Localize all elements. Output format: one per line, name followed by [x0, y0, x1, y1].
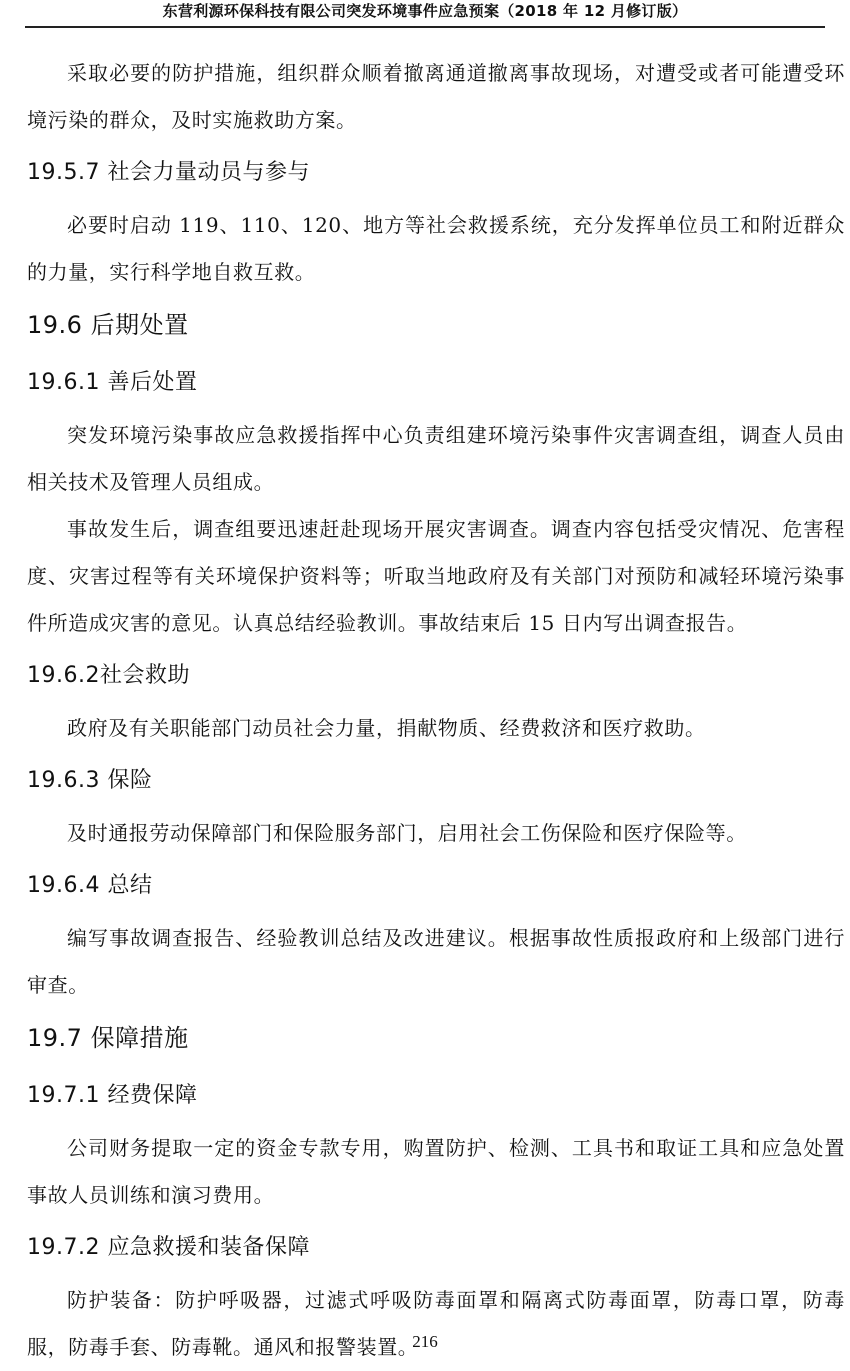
- paragraph: 编写事故调查报告、经验教训总结及改进建议。根据事故性质报政府和上级部门进行审查。: [27, 926, 845, 997]
- paragraph: 必要时启动 119、110、120、地方等社会救援系统，充分发挥单位员工和附近群众的力量，实行科学地自救互救。: [27, 213, 845, 284]
- paragraph: 防护装备：防护呼吸器，过滤式呼吸防毒面罩和隔离式防毒面罩，防毒口罩，防毒服，防毒手套、防毒靴。通风和报警装置。: [27, 1288, 845, 1359]
- section-heading: 19.6.2社会救助: [27, 663, 190, 688]
- paragraph: 政府及有关职能部门动员社会力量，捐献物质、经费救济和医疗救助。: [67, 716, 706, 740]
- page-header: [25, 0, 825, 28]
- section-heading: 19.6.1 善后处置: [27, 370, 198, 395]
- section-heading: 19.7.1 经费保障: [27, 1083, 198, 1108]
- paragraph: 及时通报劳动保障部门和保险服务部门，启用社会工伤保险和医疗保险等。: [67, 821, 747, 845]
- page-number: 216: [412, 1332, 438, 1351]
- paragraph: 公司财务提取一定的资金专款专用，购置防护、检测、工具书和取证工具和应急处置事故人员训练和演习费用。: [27, 1136, 845, 1207]
- section-heading: 19.7.2 应急救援和装备保障: [27, 1235, 310, 1260]
- document-body: [27, 50, 845, 1371]
- paragraph: 采取必要的防护措施，组织群众顺着撤离通道撤离事故现场，对遭受或者可能遭受环境污染的群众，及时实施救助方案。: [27, 61, 845, 132]
- paragraph: 突发环境污染事故应急救援指挥中心负责组建环境污染事件灾害调查组，调查人员由相关技术及管理人员组成。: [27, 423, 845, 494]
- section-heading: 19.6.4 总结: [27, 873, 153, 898]
- section-heading: 19.6.3 保险: [27, 768, 153, 793]
- header-title: 东营利源环保科技有限公司突发环境事件应急预案（2018 年 12 月修订版）: [162, 2, 688, 20]
- paragraph: 事故发生后，调查组要迅速赶赴现场开展灾害调查。调查内容包括受灾情况、危害程度、灾害过程等有关环境保护资料等；听取当地政府及有关部门对预防和减轻环境污染事件所造成灾害的意见。认真总结经验教训。事故结束后 15 日内写出调查报告。: [27, 517, 845, 635]
- chapter-heading: 19.7 保障措施: [27, 1024, 189, 1052]
- section-heading: 19.5.7 社会力量动员与参与: [27, 160, 310, 185]
- chapter-heading: 19.6 后期处置: [27, 311, 189, 339]
